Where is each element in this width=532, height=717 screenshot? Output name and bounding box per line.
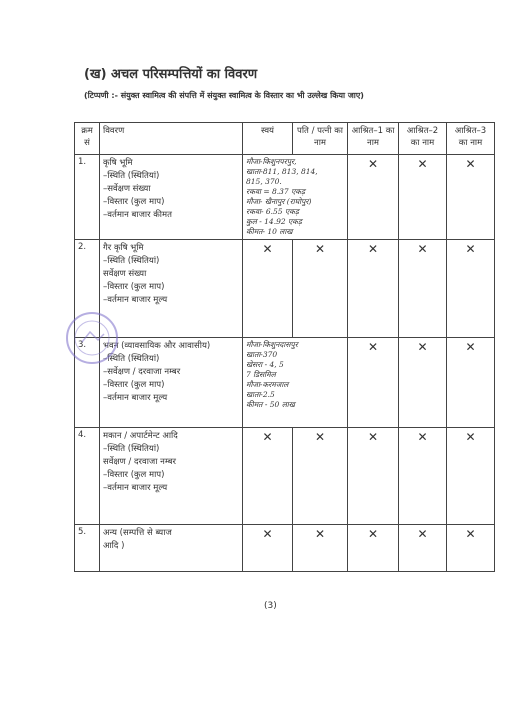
handwritten-entry (243, 338, 348, 428)
cross-mark: ✕ (293, 428, 348, 525)
table-header-row (75, 123, 495, 155)
description-line: –विस्तार (कुल माप) (103, 380, 165, 390)
description-line: –स्थिति (स्थितियां) (103, 354, 160, 364)
description-line: कृषि भूमि (103, 158, 133, 168)
handwritten-line: मौजा-किशुनदासपुर (246, 340, 298, 349)
handwritten-line: मौजा- खैनापुर (राघोपुर) (246, 197, 312, 206)
row-description (100, 155, 243, 240)
cross-mark: ✕ (243, 240, 293, 338)
row-serial: 4. (75, 428, 100, 525)
handwritten-line: खेसरा - 4, 5 (246, 360, 284, 369)
cross-mark: ✕ (399, 338, 447, 428)
table-row (75, 240, 495, 338)
handwritten-entry (243, 155, 348, 240)
immovable-assets-table (74, 122, 495, 572)
cross-mark: ✕ (293, 525, 348, 572)
cross-mark: ✕ (447, 525, 495, 572)
handwritten-line: रकवा- 6.55 एकड़ (246, 207, 299, 216)
cross-mark: ✕ (348, 155, 399, 240)
cross-mark: ✕ (399, 155, 447, 240)
row-description (100, 240, 243, 338)
description-line: –विस्तार (कुल माप) (103, 197, 165, 207)
description-line: सर्वेक्षण संख्या (103, 269, 147, 279)
cross-mark: ✕ (399, 240, 447, 338)
description-line: अन्य (सम्पत्ति से ब्याज (103, 528, 172, 538)
section-title: (ख) अचल परिसम्पत्तियों का विवरण (84, 67, 258, 82)
handwritten-line: मौजा-करमजाल (246, 380, 289, 389)
cross-mark: ✕ (293, 240, 348, 338)
table-row (75, 338, 495, 428)
handwritten-line: कीमत- 10 लाख (246, 227, 293, 236)
description-line: –विस्तार (कुल माप) (103, 282, 165, 292)
description-line: –वर्तमान बाजार मूल्य (103, 483, 168, 493)
description-line: –वर्तमान बाजार कीमत (103, 210, 172, 220)
description-line: –स्थिति (स्थितियां) (103, 256, 160, 266)
description-line: –वर्तमान बाजार मूल्य (103, 295, 168, 305)
description-line: –वर्तमान बाजार मूल्य (103, 393, 168, 403)
description-line: गैर कृषि भूमि (103, 243, 144, 253)
description-line: आदि ) (103, 541, 125, 551)
row-description (100, 525, 243, 572)
handwritten-line: खाता-370 (246, 350, 278, 359)
row-serial: 3. (75, 338, 100, 428)
column-header: आश्रित–3 का नाम (447, 123, 495, 155)
cross-mark: ✕ (348, 428, 399, 525)
handwritten-line: कुल - 14.92 एकड़ (246, 217, 302, 226)
description-line: –स्थिति (स्थितियां) (103, 171, 160, 181)
column-header: पति / पत्नी का नाम (293, 123, 348, 155)
column-header: विवरण (100, 123, 243, 155)
column-header: क्रम सं (75, 123, 100, 155)
cross-mark: ✕ (447, 428, 495, 525)
row-serial: 1. (75, 155, 100, 240)
handwritten-line: खाता-811, 813, 814, (246, 167, 318, 176)
handwritten-line: 815, 370. (246, 177, 282, 186)
page-number: (3) (264, 601, 277, 611)
cross-mark: ✕ (447, 338, 495, 428)
row-description (100, 428, 243, 525)
row-serial: 5. (75, 525, 100, 572)
cross-mark: ✕ (447, 240, 495, 338)
cross-mark: ✕ (447, 155, 495, 240)
table-row (75, 525, 495, 572)
handwritten-line: कीमत - 50 लाख (246, 400, 295, 409)
description-line: –सर्वेक्षण संख्या (103, 184, 151, 194)
table-row (75, 155, 495, 240)
cross-mark: ✕ (348, 525, 399, 572)
row-serial: 2. (75, 240, 100, 338)
table-row (75, 428, 495, 525)
description-line: –विस्तार (कुल माप) (103, 470, 165, 480)
cross-mark: ✕ (243, 525, 293, 572)
cross-mark: ✕ (399, 428, 447, 525)
section-note: (टिप्पणी :- संयुक्त स्वामित्व की संपत्ति में संयुक्त स्वामित्व के विस्तार का भी उल्लेख किया जाए) (84, 91, 364, 100)
cross-mark: ✕ (348, 338, 399, 428)
cross-mark: ✕ (243, 428, 293, 525)
handwritten-line: खाता-2.5 (246, 390, 275, 399)
description-line: मकान / अपार्टमेन्ट आदि (103, 431, 178, 441)
handwritten-line: 7 डिसमिल (246, 370, 276, 379)
description-line: –स्थिति (स्थितियां) (103, 444, 160, 454)
cross-mark: ✕ (348, 240, 399, 338)
official-seal-stamp (64, 310, 120, 366)
row-description (100, 338, 243, 428)
handwritten-line: मौजा-किशुनपरपुर, (246, 157, 297, 166)
description-line: सर्वेक्षण / दरवाजा नम्बर (103, 457, 176, 467)
cross-mark: ✕ (399, 525, 447, 572)
column-header: आश्रित–1 का नाम (348, 123, 399, 155)
column-header: आश्रित–2 का नाम (399, 123, 447, 155)
column-header: स्वयं (243, 123, 293, 155)
handwritten-line: रकवा = 8.37 एकड़ (246, 187, 305, 196)
description-line: भवन (व्यावसायिक और आवासीय) (103, 341, 211, 351)
description-line: –सर्वेक्षण / दरवाजा नम्बर (103, 367, 181, 377)
